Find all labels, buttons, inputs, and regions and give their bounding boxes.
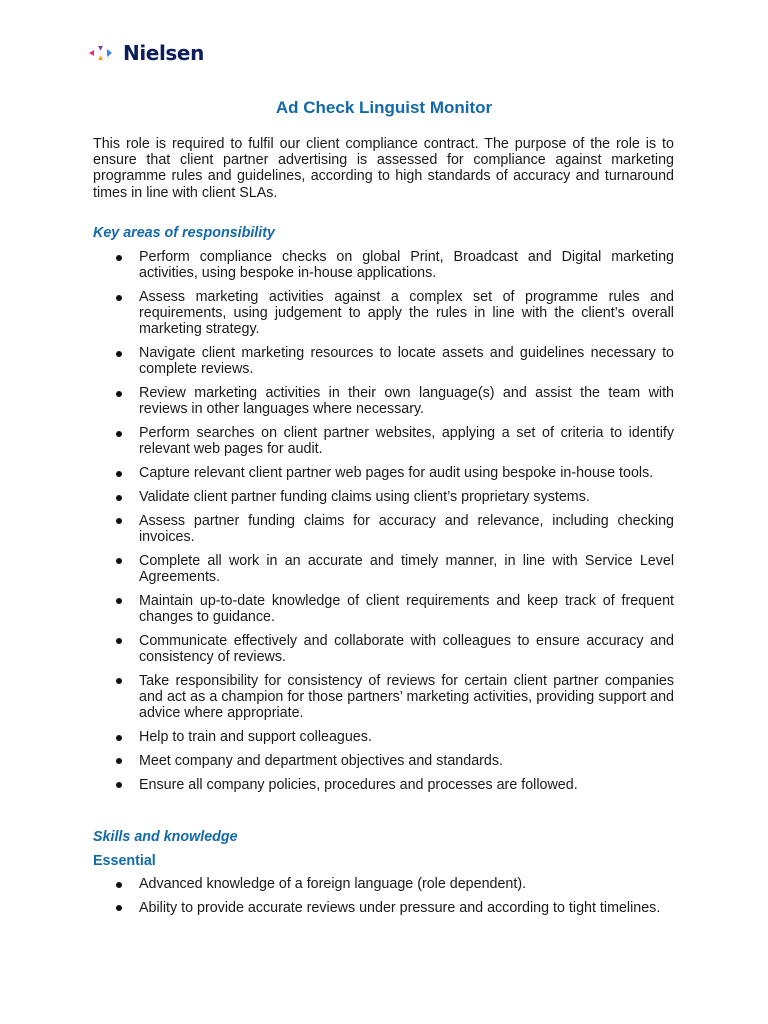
bullet-icon — [116, 638, 122, 644]
list-item: Communicate effectively and collaborate with colleagues to ensure accuracy and consistency of reviews. — [93, 633, 674, 665]
bullet-icon — [116, 391, 122, 397]
list-item: Capture relevant client partner web pages for audit using bespoke in-house tools. — [93, 465, 674, 481]
list-item: Assess partner funding claims for accuracy and relevance, including checking invoices. — [93, 513, 674, 545]
list-item: Perform compliance checks on global Print, Broadcast and Digital marketing activities, using bespoke in-house applications. — [93, 249, 674, 281]
list-item: Maintain up-to-date knowledge of client requirements and keep track of frequent changes to guidance. — [93, 593, 674, 625]
list-item: Ensure all company policies, procedures and processes are followed. — [93, 777, 674, 793]
bullet-icon — [116, 678, 122, 684]
list-item: Perform searches on client partner websites, applying a set of criteria to identify relevant web pages for audit. — [93, 425, 674, 457]
list-item: Advanced knowledge of a foreign language (role dependent). — [93, 876, 674, 892]
bullet-icon — [116, 431, 122, 437]
bullet-icon — [116, 905, 122, 911]
list-item: Validate client partner funding claims using client’s proprietary systems. — [93, 489, 674, 505]
bullet-icon — [116, 758, 122, 764]
essential-heading: Essential — [93, 853, 156, 869]
list-item: Review marketing activities in their own language(s) and assist the team with reviews in other languages where necessary. — [93, 385, 674, 417]
list-item: Assess marketing activities against a complex set of programme rules and requirements, using judgement to apply the rules in line with the client’s overall marketing strategy. — [93, 289, 674, 338]
nielsen-logo — [88, 40, 204, 66]
intro-paragraph: This role is required to fulfil our client compliance contract. The purpose of the role is to ensure that client partner advertising is assessed for compliance against marketing programme rules and guidelines, according to high standards of accuracy and turnaround times in line with client SLAs. — [93, 136, 674, 201]
bullet-icon — [116, 782, 122, 788]
bullet-icon — [116, 351, 122, 357]
list-item: Navigate client marketing resources to locate assets and guidelines necessary to complete reviews. — [93, 345, 674, 377]
responsibilities-heading: Key areas of responsibility — [93, 225, 275, 241]
bullet-icon — [116, 882, 122, 888]
nielsen-logo-mark-icon — [88, 43, 118, 63]
bullet-icon — [116, 598, 122, 604]
document-title: Ad Check Linguist Monitor — [275, 98, 493, 117]
list-item: Meet company and department objectives and standards. — [93, 753, 674, 769]
list-item: Take responsibility for consistency of reviews for certain client partner companies and act as a champion for those partners’ marketing activities, providing support and advice where appropriate. — [93, 673, 674, 722]
bullet-icon — [116, 471, 122, 477]
list-item: Complete all work in an accurate and timely manner, in line with Service Level Agreements. — [93, 553, 674, 585]
bullet-icon — [116, 495, 122, 501]
bullet-icon — [116, 558, 122, 564]
logo-wordmark: Nielsen — [123, 41, 204, 65]
essential-skills-list — [93, 876, 674, 924]
list-item: Ability to provide accurate reviews under pressure and according to tight timelines. — [93, 900, 674, 916]
bullet-icon — [116, 518, 122, 524]
skills-heading: Skills and knowledge — [93, 829, 238, 845]
bullet-icon — [116, 735, 122, 741]
responsibilities-list — [93, 249, 674, 800]
bullet-icon — [116, 255, 122, 261]
list-item: Help to train and support colleagues. — [93, 729, 674, 745]
bullet-icon — [116, 295, 122, 301]
